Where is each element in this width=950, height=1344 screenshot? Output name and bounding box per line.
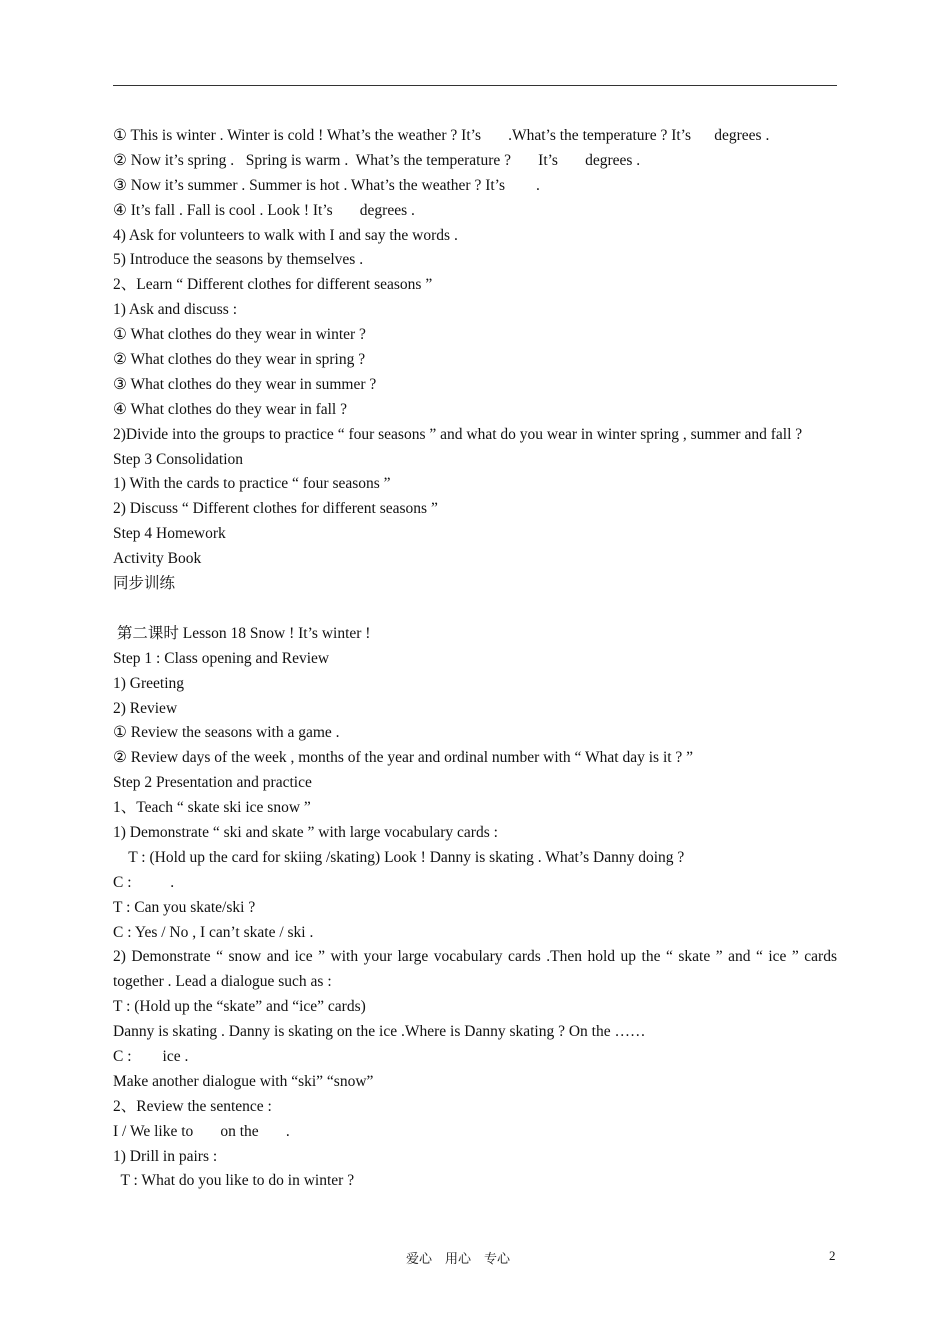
- text-line: 1) Ask and discuss :: [113, 301, 237, 319]
- text-line: T : (Hold up the card for skiing /skating) Look ! Danny is skating . What’s Danny doing ?: [113, 848, 685, 866]
- text-line: ① Review the seasons with a game .: [113, 724, 340, 742]
- text-line: Danny is skating . Danny is skating on the ice .Where is Danny skating ? On the ……: [113, 1023, 646, 1041]
- text-paragraph: 2) Demonstrate “ snow and ice ” with your large vocabulary cards .Then hold up the “ skate ” and “ ice ” cards together . Lead a dialogue such as :: [113, 948, 837, 991]
- section-heading: 2、Learn “ Different clothes for different seasons ”: [113, 276, 433, 294]
- page-number: 2: [829, 1248, 836, 1263]
- text-line: 2) Review: [113, 699, 178, 717]
- text-line: 1) Demonstrate “ ski and skate ” with large vocabulary cards :: [113, 823, 498, 841]
- text-line: 同步训练: [113, 575, 176, 593]
- text-line: 5) Introduce the seasons by themselves .: [113, 251, 364, 269]
- text-line: Make another dialogue with “ski” “snow”: [113, 1072, 374, 1090]
- text-line: C : ice .: [113, 1048, 189, 1065]
- text-line: ④ What clothes do they wear in fall ?: [113, 400, 347, 418]
- text-line: ② Review days of the week , months of the year and ordinal number with “ What day is it ? ”: [113, 749, 694, 767]
- step-heading: Step 1 : Class opening and Review: [113, 649, 330, 667]
- section-heading: 2、Review the sentence :: [113, 1097, 272, 1115]
- header-rule: [113, 85, 837, 86]
- text-paragraph: 2)Divide into the groups to practice “ four seasons ” and what do you wear in winter spring , summer and fall ?: [113, 425, 803, 443]
- text-line: 1) Drill in pairs :: [113, 1147, 218, 1165]
- document-body: [113, 124, 837, 1194]
- footer-motto: 爱心 用心 专心: [406, 1251, 511, 1266]
- text-line: ③ Now it’s summer . Summer is hot . What’s the weather ? It’s .: [113, 176, 540, 194]
- text-line: 1) With the cards to practice “ four seasons ”: [113, 475, 391, 493]
- blank-line: [113, 597, 837, 622]
- text-line: C : Yes / No , I can’t skate / ski .: [113, 923, 314, 941]
- lesson-title: 第二课时 Lesson 18 Snow ! It’s winter !: [113, 624, 371, 642]
- text-line: 2) Discuss “ Different clothes for different seasons ”: [113, 500, 438, 518]
- text-line: ① This is winter . Winter is cold ! What’s the weather ? It’s .What’s the temperature ? It’s degrees .: [113, 127, 770, 144]
- text-line: ① What clothes do they wear in winter ?: [113, 326, 366, 344]
- text-line: T : Can you skate/ski ?: [113, 898, 256, 916]
- text-line: C : .: [113, 873, 175, 891]
- text-line: Activity Book: [113, 550, 202, 568]
- text-line: I / We like to on the .: [113, 1122, 290, 1140]
- section-heading: 1、Teach “ skate ski ice snow ”: [113, 799, 311, 817]
- text-line: 1) Greeting: [113, 674, 185, 692]
- text-line: T : (Hold up the “skate” and “ice” cards): [113, 998, 366, 1016]
- step-heading: Step 4 Homework: [113, 525, 226, 543]
- step-heading: Step 2 Presentation and practice: [113, 774, 312, 792]
- text-line: ② What clothes do they wear in spring ?: [113, 351, 366, 369]
- text-line: 4) Ask for volunteers to walk with I and say the words .: [113, 226, 458, 244]
- text-line: ② Now it’s spring . Spring is warm . What’s the temperature ? It’s degrees .: [113, 151, 641, 169]
- text-line: ③ What clothes do they wear in summer ?: [113, 375, 377, 393]
- step-heading: Step 3 Consolidation: [113, 450, 244, 468]
- text-line: ④ It’s fall . Fall is cool . Look ! It’s degrees .: [113, 201, 415, 219]
- text-line: T : What do you like to do in winter ?: [113, 1172, 355, 1190]
